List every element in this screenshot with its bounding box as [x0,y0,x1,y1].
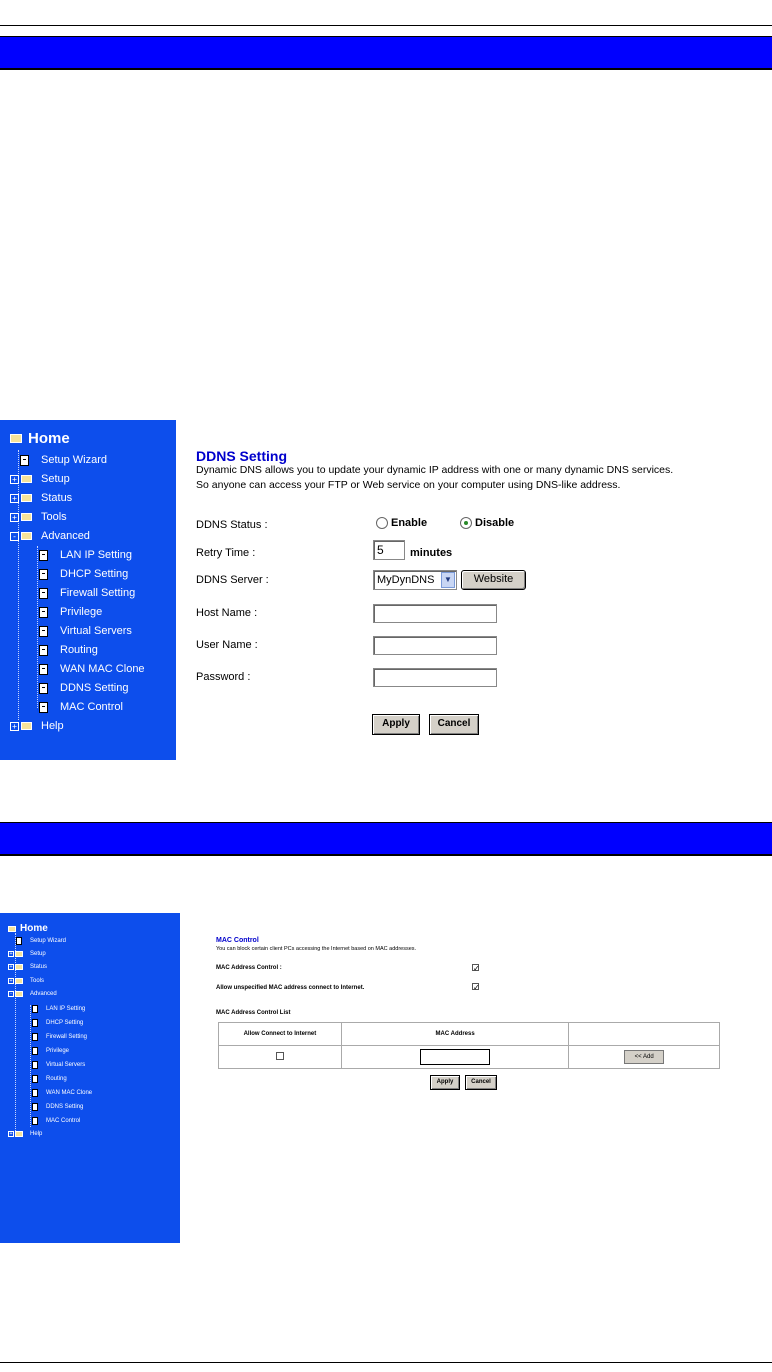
mac-nav-panel [0,913,180,1243]
ddns-status-label: DDNS Status : [196,519,268,531]
document-icon [32,1033,38,1041]
document-icon [32,1047,38,1055]
expand-icon: + [9,964,13,970]
ddns-server-label: DDNS Server : [196,574,269,586]
collapse-icon: - [10,532,19,541]
document-icon [20,455,29,466]
retry-time-input[interactable]: 5 [373,540,405,560]
expand-icon: + [10,475,19,484]
expand-icon: + [10,722,19,731]
collapse-icon: - [9,991,13,997]
nav-setup-wizard[interactable]: Setup Wizard [16,937,66,945]
allow-cell [219,1046,342,1069]
add-button[interactable]: << Add [624,1050,664,1064]
nav-virtual-servers[interactable]: Virtual Servers [39,625,132,637]
enable-radio-group[interactable]: Enable [376,517,427,529]
document-icon [39,569,48,580]
nav-help[interactable]: + Help [9,1131,43,1137]
nav-wan-mac-clone[interactable]: WAN MAC Clone [39,663,145,675]
nav-lan-ip-setting[interactable]: LAN IP Setting [39,549,132,561]
page-title: DDNS Setting [196,448,287,464]
expand-icon: + [9,978,13,984]
page-footer-rule [0,1362,772,1363]
folder-icon [15,951,23,957]
nav-wan-mac-clone[interactable]: WAN MAC Clone [32,1089,92,1097]
nav-tools[interactable]: + Tools [9,978,45,984]
expand-icon: + [10,494,19,503]
user-name-input[interactable] [373,636,497,655]
user-name-label: User Name : [196,639,258,651]
mac-content [216,913,766,1243]
expand-icon: + [10,513,19,522]
folder-open-icon [10,434,22,443]
nav-home[interactable]: Home [10,430,70,447]
table-row [219,1046,720,1069]
folder-icon [21,475,32,483]
folder-open-icon [15,991,23,997]
nav-firewall-setting[interactable]: Firewall Setting [32,1033,87,1041]
nav-routing[interactable]: Routing [39,644,98,656]
mac-address-input[interactable] [420,1049,490,1065]
folder-icon [21,722,32,730]
folder-icon [21,513,32,521]
document-icon [39,664,48,675]
ddns-nav-panel [0,420,176,760]
document-icon [39,588,48,599]
nav-setup-wizard[interactable]: Setup Wizard [20,454,107,466]
expand-icon: + [9,1131,13,1137]
nav-setup[interactable]: + Setup [9,951,46,957]
document-icon [16,937,22,945]
document-icon [32,1089,38,1097]
ddns-screenshot [0,420,772,760]
folder-icon [21,494,32,502]
allow-unspecified-label: Allow unspecified MAC address connect to Internet. [216,985,365,991]
allow-unspecified-checkbox[interactable]: ✓ [473,983,480,992]
nav-privilege[interactable]: Privilege [32,1047,69,1055]
mac-address-cell [341,1046,569,1069]
table-header-row [219,1023,720,1046]
nav-setup[interactable]: + Setup [10,473,70,485]
nav-privilege[interactable]: Privilege [39,606,102,618]
enable-radio[interactable] [376,517,388,529]
folder-open-icon [8,926,16,932]
document-icon [39,550,48,561]
ddns-server-select[interactable]: MyDynDNS ▼ [373,570,457,590]
nav-firewall-setting[interactable]: Firewall Setting [39,587,135,599]
nav-dhcp-setting[interactable]: DHCP Setting [32,1019,83,1027]
host-name-label: Host Name : [196,607,258,619]
expand-icon: + [9,951,13,957]
document-icon [32,1061,38,1069]
folder-icon [15,978,23,984]
retry-time-label: Retry Time : [196,547,256,559]
folder-icon [15,1131,23,1137]
apply-button[interactable]: Apply [372,714,420,735]
nav-home[interactable]: Home [8,923,48,934]
document-icon [32,1075,38,1083]
apply-button[interactable]: Apply [430,1075,460,1090]
ddns-content [196,420,766,760]
nav-mac-control[interactable]: MAC Control [32,1117,80,1125]
cancel-button[interactable]: Cancel [429,714,479,735]
host-name-input[interactable] [373,604,497,623]
description: You can block certain client PCs accessing the Internet based on MAC addresses. [216,946,417,952]
mac-address-control-checkbox[interactable]: ✓ [473,964,480,973]
nav-ddns-setting[interactable]: DDNS Setting [39,682,128,694]
document-icon [32,1103,38,1111]
document-icon [39,626,48,637]
password-label: Password : [196,671,251,683]
cancel-button[interactable]: Cancel [465,1075,497,1090]
section-header-mac-control [0,822,772,856]
nav-dhcp-setting[interactable]: DHCP Setting [39,568,128,580]
page-header-rule [0,25,772,26]
add-cell [569,1046,720,1069]
website-button[interactable]: Website [461,570,526,590]
mac-address-control-label: MAC Address Control : [216,965,282,971]
nav-mac-control[interactable]: MAC Control [39,701,123,713]
folder-open-icon [21,532,32,540]
password-input[interactable] [373,668,497,687]
nav-lan-ip-setting[interactable]: LAN IP Setting [32,1005,85,1013]
document-icon [39,645,48,656]
control-list-title: MAC Address Control List [216,1010,291,1016]
nav-ddns-setting[interactable]: DDNS Setting [32,1103,83,1111]
col-action-header [569,1023,720,1046]
nav-advanced[interactable]: - Advanced [9,991,57,997]
mac-control-screenshot [0,913,772,1243]
chevron-down-icon: ▼ [441,572,455,588]
document-icon [32,1019,38,1027]
nav-status[interactable]: + Status [9,964,48,970]
nav-tools[interactable]: + Tools [10,511,67,523]
page-title: MAC Control [216,937,259,944]
nav-advanced[interactable]: - Advanced [10,530,90,542]
minutes-label: minutes [410,547,453,559]
disable-radio[interactable] [460,517,472,529]
allow-connect-checkbox[interactable] [276,1052,284,1060]
document-icon [39,683,48,694]
document-icon [32,1117,38,1125]
document-icon [32,1005,38,1013]
nav-routing[interactable]: Routing [32,1075,67,1083]
document-icon [39,702,48,713]
col-allow-header: Allow Connect to Internet [219,1023,342,1046]
folder-icon [15,964,23,970]
nav-status[interactable]: + Status [10,492,72,504]
description-line-2: So anyone can access your FTP or Web service on your computer using DNS-like address. [196,479,621,491]
document-icon [39,607,48,618]
nav-virtual-servers[interactable]: Virtual Servers [32,1061,85,1069]
section-header-ddns [0,36,772,70]
disable-radio-group[interactable]: Disable [460,517,514,529]
description-line-1: Dynamic DNS allows you to update your dynamic IP address with one or many dynamic DNS services. [196,464,674,476]
mac-control-table [218,1022,720,1069]
col-mac-header: MAC Address [341,1023,569,1046]
nav-help[interactable]: + Help [10,720,64,732]
